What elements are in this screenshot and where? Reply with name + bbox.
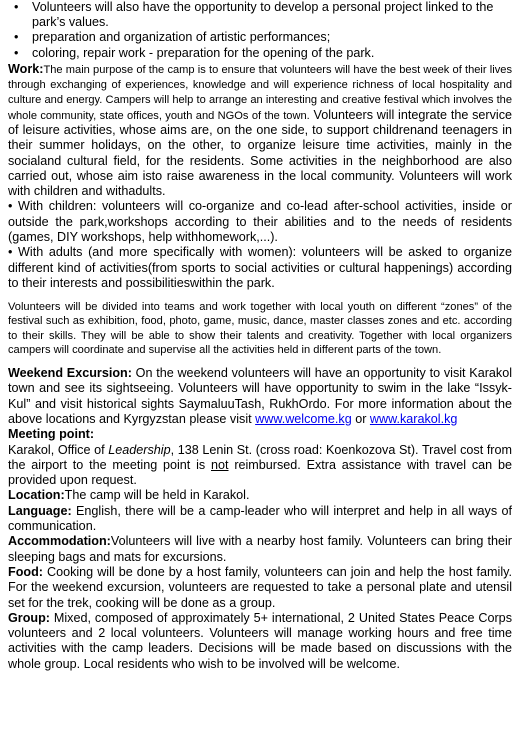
meeting-point-heading: Meeting point: [8,427,95,442]
bullet-icon: • [14,30,19,45]
accommodation-section: Accommodation:Volunteers will live with a nearby host family. Volunteers can bring their sleeping bags and mats for excursions. [8,534,512,564]
work-children: • With children: volunteers will co-organize and co-lead after-school activities, inside or outside the park,workshops according to their abilities and to the needs of residents (games, DIY workshops, help withhomework,...). [8,199,512,245]
spacer [8,291,512,300]
spacer [8,357,512,366]
meeting-point-text: Karakol, Office of Leadership, 138 Lenin St. (cross road: Koenkozova St). Travel cost from the airport to the meeting point is not reimbursed. Extra assistance with travel can be provided upon request. [8,442,513,488]
language-heading: Language: [8,503,72,518]
weekend-excursion-section: Weekend Excursion: On the weekend volunteers will have an opportunity to visit Karakol town and see its sightseeing. Volunteers will have opportunity to swim in the lake “Issyk-Kul” and visit historical sights SaymaluuTash, RukhOrdo. For more information about the above locations and Kyrgyzstan please visit www.welcome.kg or www.karakol.kg [8,366,512,426]
work-intro: The main purpose of the camp is to ensure that volunteers will have the best week of their lives through exchanging of experiences, knowledge and will experience richness of local hospitality and culture and energy. Campers will help to arrange an interesting and creative festival which involves the whole community, state offices, youth and NGOs of the town. [8,63,512,122]
bullet-icon: • [14,45,19,60]
group-heading: Group: [8,610,50,625]
karakol-kg-link[interactable]: www.karakol.kg [369,411,458,426]
work-body: Volunteers will integrate the service of leisure activities, whose aims are, on the one side, to support childrenand teenagers in their summer holidays, on the other, to organize leisure time activities, mainly in the socialand cultural field, for the residents. Some activities in the neighborhood are also carried out, whose aim isto raise awareness in the local community. Volunteers will work with children and withadults. [8,107,513,199]
weekend-excursion-heading: Weekend Excursion: [8,366,132,381]
welcome-kg-link[interactable]: www.welcome.kg [255,411,352,426]
document-page [8,0,512,672]
activity-bullet-list [8,0,512,61]
location-heading: Location: [8,488,65,503]
list-item: • preparation and organization of artistic performances; [14,30,331,45]
language-section: Language: English, there will be a camp-leader who will interpret and help in all ways of communication. [8,503,512,534]
food-heading: Food: [8,564,43,579]
location-section: Location:The camp will be held in Karakol. [8,488,250,503]
accommodation-heading: Accommodation: [8,534,111,549]
teams-paragraph: Volunteers will be divided into teams and work together with local youth on different “zones” of the festival such as exhibition, food, photo, game, music, dance, master classes zones and etc. according to their skills. They will be able to show their talents and creativity. Together with local organizers campers will coordinate and supervise all the activities held in different parts of the town. [8,301,512,356]
group-section: Group: Mixed, composed of approximately 5+ international, 2 United States Peace Corps volunteers and 2 local volunteers. Volunteers will manage working hours and free time activities with the camp leaders. Decisions will be made based on discussions with the whole group. Local residents who wish to be involved will be welcome. [8,610,512,671]
bullet-icon: • [14,0,19,14]
list-item: • coloring, repair work - preparation for the opening of the park. [14,45,375,60]
work-section [8,62,512,200]
food-section: Food: Cooking will be done by a host family, volunteers can join and help the host family. For the weekend excursion, volunteers are requested to take a personal plate and utensil set for the trek, cooking will be done as a group. [8,564,512,610]
work-adults: • With adults (and more specifically with women): volunteers will be asked to organize different kind of activities(from sports to social activities or cultural happenings) according to their interests and possibilitieswithin the park. [8,245,512,290]
list-item: • Volunteers will also have the opportunity to develop a personal project linked to the park’s values. [14,0,494,30]
work-heading: Work: [8,61,44,76]
